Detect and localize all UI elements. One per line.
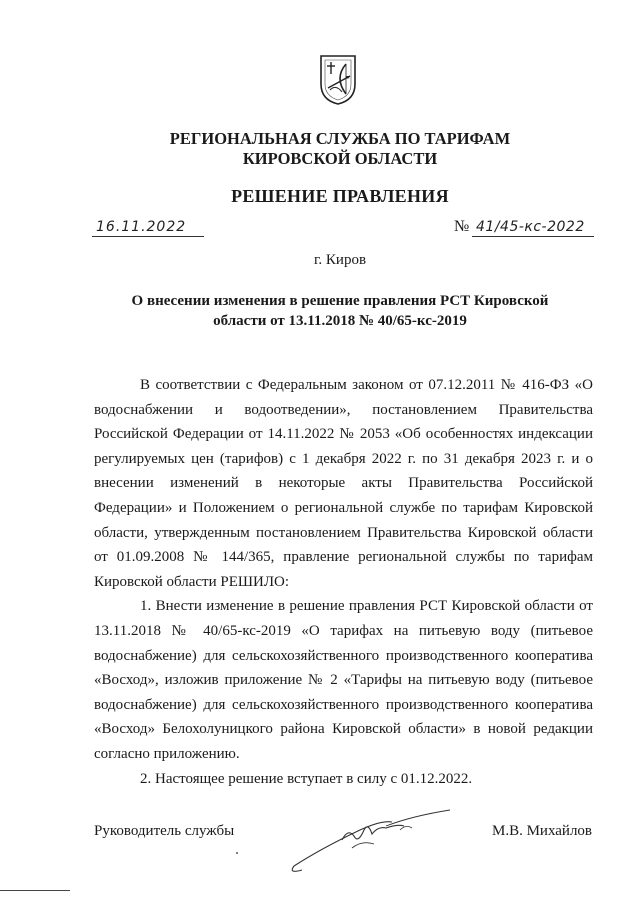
signatory-name: М.В. Михайлов: [492, 823, 593, 839]
decision-number: 41/45-кс-2022: [476, 219, 585, 235]
footer-rule: [0, 890, 70, 891]
decision-date: 16.11.2022: [96, 219, 187, 235]
decision-body: [94, 373, 593, 791]
signatory-position: Руководитель службы: [94, 823, 235, 839]
body-paragraph-preamble: В соответствии с Федеральным законом от 07.12.2011 № 416-ФЗ «О водоснабжении и водоотведении», постановлением Правительства Российской Федерации от 14.11.2022 № 2053 «Об особенностях индексации регулируемых цен (тарифов) с 1 декабря 2022 г. по 31 декабря 2023 г. и о внесении изменений в некоторые акты Правительства Российской Федерации» и Положением о региональной службе по тарифам Кировской области, утвержденным постановлением Правительства Кировской области от 01.09.2008 № 144/365, правление региональной службы по тарифам Кировской области РЕШИЛО:: [94, 377, 593, 590]
handwritten-signature: [282, 800, 452, 878]
subject-line1: О внесении изменения в решение правления РСТ Кировской: [131, 293, 549, 309]
kirov-oblast-coat-of-arms-icon: [318, 54, 358, 106]
document-type-title: РЕШЕНИЕ ПРАВЛЕНИЯ: [231, 186, 449, 206]
body-paragraph-item1: 1. Внести изменение в решение правления РСТ Кировской области от 13.11.2018 № 40/65-кс-2019 «О тарифах на питьевую воду (питьевое водоснабжение) для сельскохозяйственного производственного кооператива «Восход», изложив приложение № 2 «Тарифы на питьевую воду (питьевое водоснабжение) для сельскохозяйственного производственного кооператива «Восход» Белохолуницкого района Кировской области» в новой редакции согласно приложению.: [94, 598, 593, 762]
scan-speck: [236, 852, 238, 854]
organization-name-line1: РЕГИОНАЛЬНАЯ СЛУЖБА ПО ТАРИФАМ: [169, 129, 511, 148]
number-label: №: [454, 218, 470, 235]
subject-line2: области от 13.11.2018 № 40/65-кс-2019: [213, 313, 467, 329]
organization-name-line2: КИРОВСКОЙ ОБЛАСТИ: [242, 149, 438, 168]
body-paragraph-item2: 2. Настоящее решение вступает в силу с 01.12.2022.: [140, 770, 473, 787]
city: г. Киров: [313, 252, 367, 268]
number-underline: [472, 236, 594, 237]
date-underline: [92, 236, 204, 237]
